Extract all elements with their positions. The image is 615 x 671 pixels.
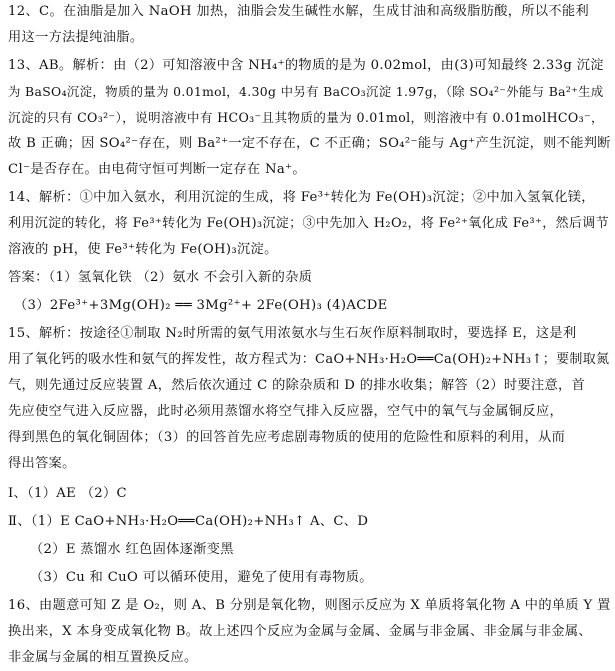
answer-15-line-1: 15、解析：按途径①制取 N₂时所需的氨气用浓氨水与生石灰作原料制取时，要选择 E，这是利	[8, 326, 577, 341]
answer-15-part-2-2: （2）E 蒸馏水 红色固体逐渐变黑	[30, 542, 234, 557]
answer-14-answer-line-1: 答案：（1）氢氧化铁 （2）氨水 不会引入新的杂质	[8, 270, 313, 285]
answer-16-line-3: 非金属与金属的相互置换反应。	[8, 650, 198, 665]
answer-14-line-3: 溶液的 pH，使 Fe³⁺转化为 Fe(OH)₃沉淀。	[8, 242, 278, 257]
answer-16-line-1: 16、由题意可知 Z 是 O₂，则 A、B 分别是氧化物，则图示反应为 X 单质将氧化物 A 中的单质 Y 置	[8, 598, 611, 613]
answer-13-line-4: 故 B 正确；因 SO₄²⁻存在，则 Ba²⁺一定不存在，C 不正确；SO₄²⁻能与 Ag⁺产生沉淀，则不能判断	[8, 136, 611, 151]
answer-15-line-5: 得到黑色的氧化铜固体；（3）的回答首先应考虑剧毒物质的使用的危险性和原料的利用，从而	[8, 430, 566, 445]
answer-14-answer-line-2: （3）2Fe³⁺+3Mg(OH)₂ ══ 3Mg²⁺+ 2Fe(OH)₃ (4)ACDE	[14, 298, 388, 313]
answer-12-line-1: 12、C。在油脂是加入 NaOH 加热，油脂会发生碱性水解，生成甘油和高级脂肪酸，所以不能利	[8, 4, 590, 19]
answer-15-part-2-1: Ⅱ、（1）E CaO+NH₃·H₂O══Ca(OH)₂+NH₃↑ A、C、D	[8, 514, 369, 529]
answer-14-line-1: 14、解析：①中加入氨水，利用沉淀的生成，将 Fe³⁺转化为 Fe(OH)₃沉淀；②中加入氢氧化镁，	[8, 190, 595, 205]
answer-15-part-1: Ⅰ、（1）AE （2）C	[8, 486, 127, 501]
answer-13-line-1: 13、AB。解析：由（2）可知溶液中含 NH₄⁺的物质的是为 0.02mol，由(3)可知最终 2.33g 沉淀	[8, 58, 604, 73]
answer-13-line-3: 沉淀的只有 CO₃²⁻），说明溶液中有 HCO₃⁻且其物质的量为 0.01mol，则溶液中有 0.01molHCO₃⁻，	[8, 110, 604, 125]
answer-12-line-2: 用这一方法提纯油脂。	[8, 30, 144, 45]
answer-16-line-2: 换出来，X 本身变成氧化物 B。故上述四个反应为金属与金属、金属与非金属、非金属与非金属、	[8, 624, 592, 639]
answer-15-part-2-3: （3）Cu 和 CuO 可以循环使用，避免了使用有毒物质。	[30, 570, 373, 585]
answer-15-line-2: 用了氧化钙的吸水性和氨气的挥发性，故方程式为：CaO+NH₃·H₂O══Ca(OH)₂+NH₃↑；要制取氮	[8, 352, 610, 367]
answer-15-line-4: 先应使空气进入反应器，此时必须用蒸馏水将空气排入反应器，空气中的氧气与金属铜反应，	[8, 404, 564, 419]
answer-13-line-2: 为 BaSO₄沉淀，物质的量为 0.01mol，4.30g 中另有 BaCO₃沉淀 1.97g，（除 SO₄²⁻外能与 Ba²⁺生成	[8, 84, 604, 99]
answer-15-line-3: 气，则先通过反应装置 A，然后依次通过 C 的除杂质和 D 的排水收集；解答（2）时要注意，首	[8, 378, 586, 393]
answer-14-line-2: 利用沉淀的转化，将 Fe³⁺转化为 Fe(OH)₃沉淀；③中先加入 H₂O₂，将 Fe²⁺氧化成 Fe³⁺，然后调节	[8, 216, 609, 231]
answer-13-line-5: Cl⁻是否存在。由电荷守恒可判断一定存在 Na⁺。	[8, 162, 306, 177]
answer-15-line-6: 得出答案。	[8, 456, 76, 471]
